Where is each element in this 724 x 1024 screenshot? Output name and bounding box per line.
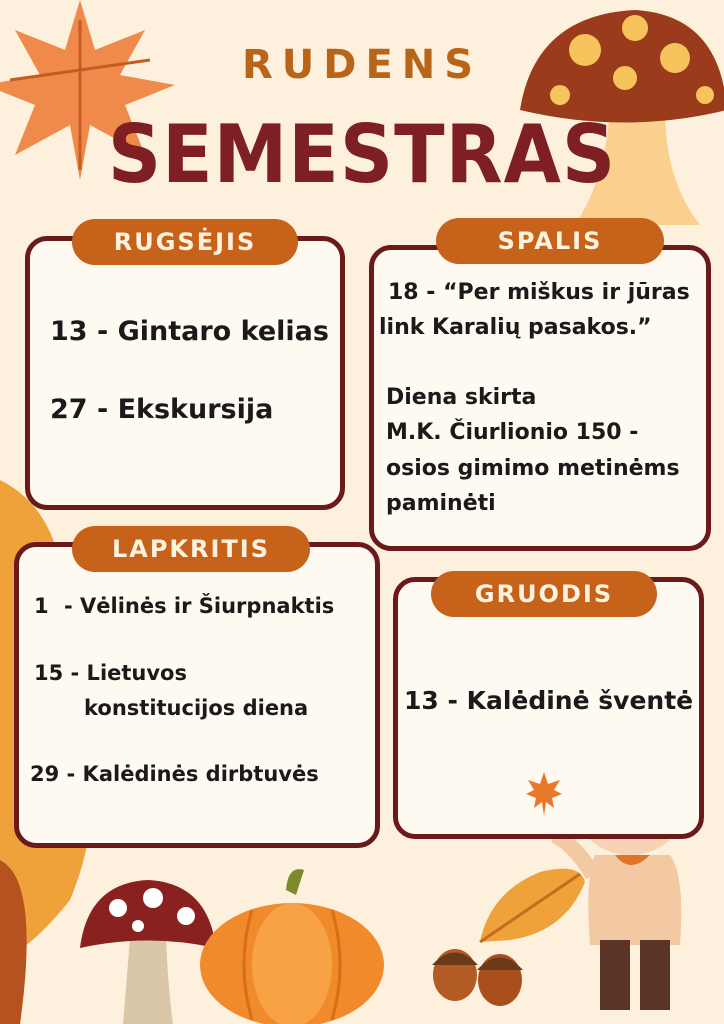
event-item: - Vėlinės ir Šiurpnaktis (64, 594, 335, 618)
event-item: konstitucijos diena (84, 696, 309, 720)
month-label-gruodis: GRUODIS (431, 571, 657, 617)
event-item: Diena skirta (386, 385, 537, 410)
title-rudens: RUDENS (241, 42, 483, 88)
event-item: 27 - Ekskursija (50, 394, 274, 425)
card-rugsejis (25, 236, 345, 510)
event-item: 15 - Lietuvos (34, 661, 187, 685)
event-item: 13 - Gintaro kelias (50, 316, 329, 347)
month-label-rugsejis: RUGSĖJIS (72, 219, 298, 265)
event-item: osios gimimo metinėms (386, 456, 680, 481)
event-item: link Karalių pasakos.” (379, 315, 652, 340)
maple-leaf-icon (524, 770, 564, 820)
month-label-spalis: SPALIS (436, 218, 664, 264)
pumpkin-icon (196, 860, 388, 1024)
acorn-icon (420, 920, 530, 1015)
event-item: M.K. Čiurlionio 150 - (386, 420, 639, 445)
event-item: paminėti (386, 491, 496, 516)
event-item: 13 - Kalėdinė šventė (404, 686, 694, 715)
event-item: 29 - Kalėdinės dirbtuvės (30, 762, 319, 786)
card-lapkritis (14, 542, 380, 848)
month-label-lapkritis: LAPKRITIS (72, 526, 310, 572)
title-semestras: SEMESTRAS (107, 108, 617, 202)
event-item: 18 - “Per miškus ir jūras (388, 280, 690, 305)
event-item: 1 (34, 594, 49, 618)
